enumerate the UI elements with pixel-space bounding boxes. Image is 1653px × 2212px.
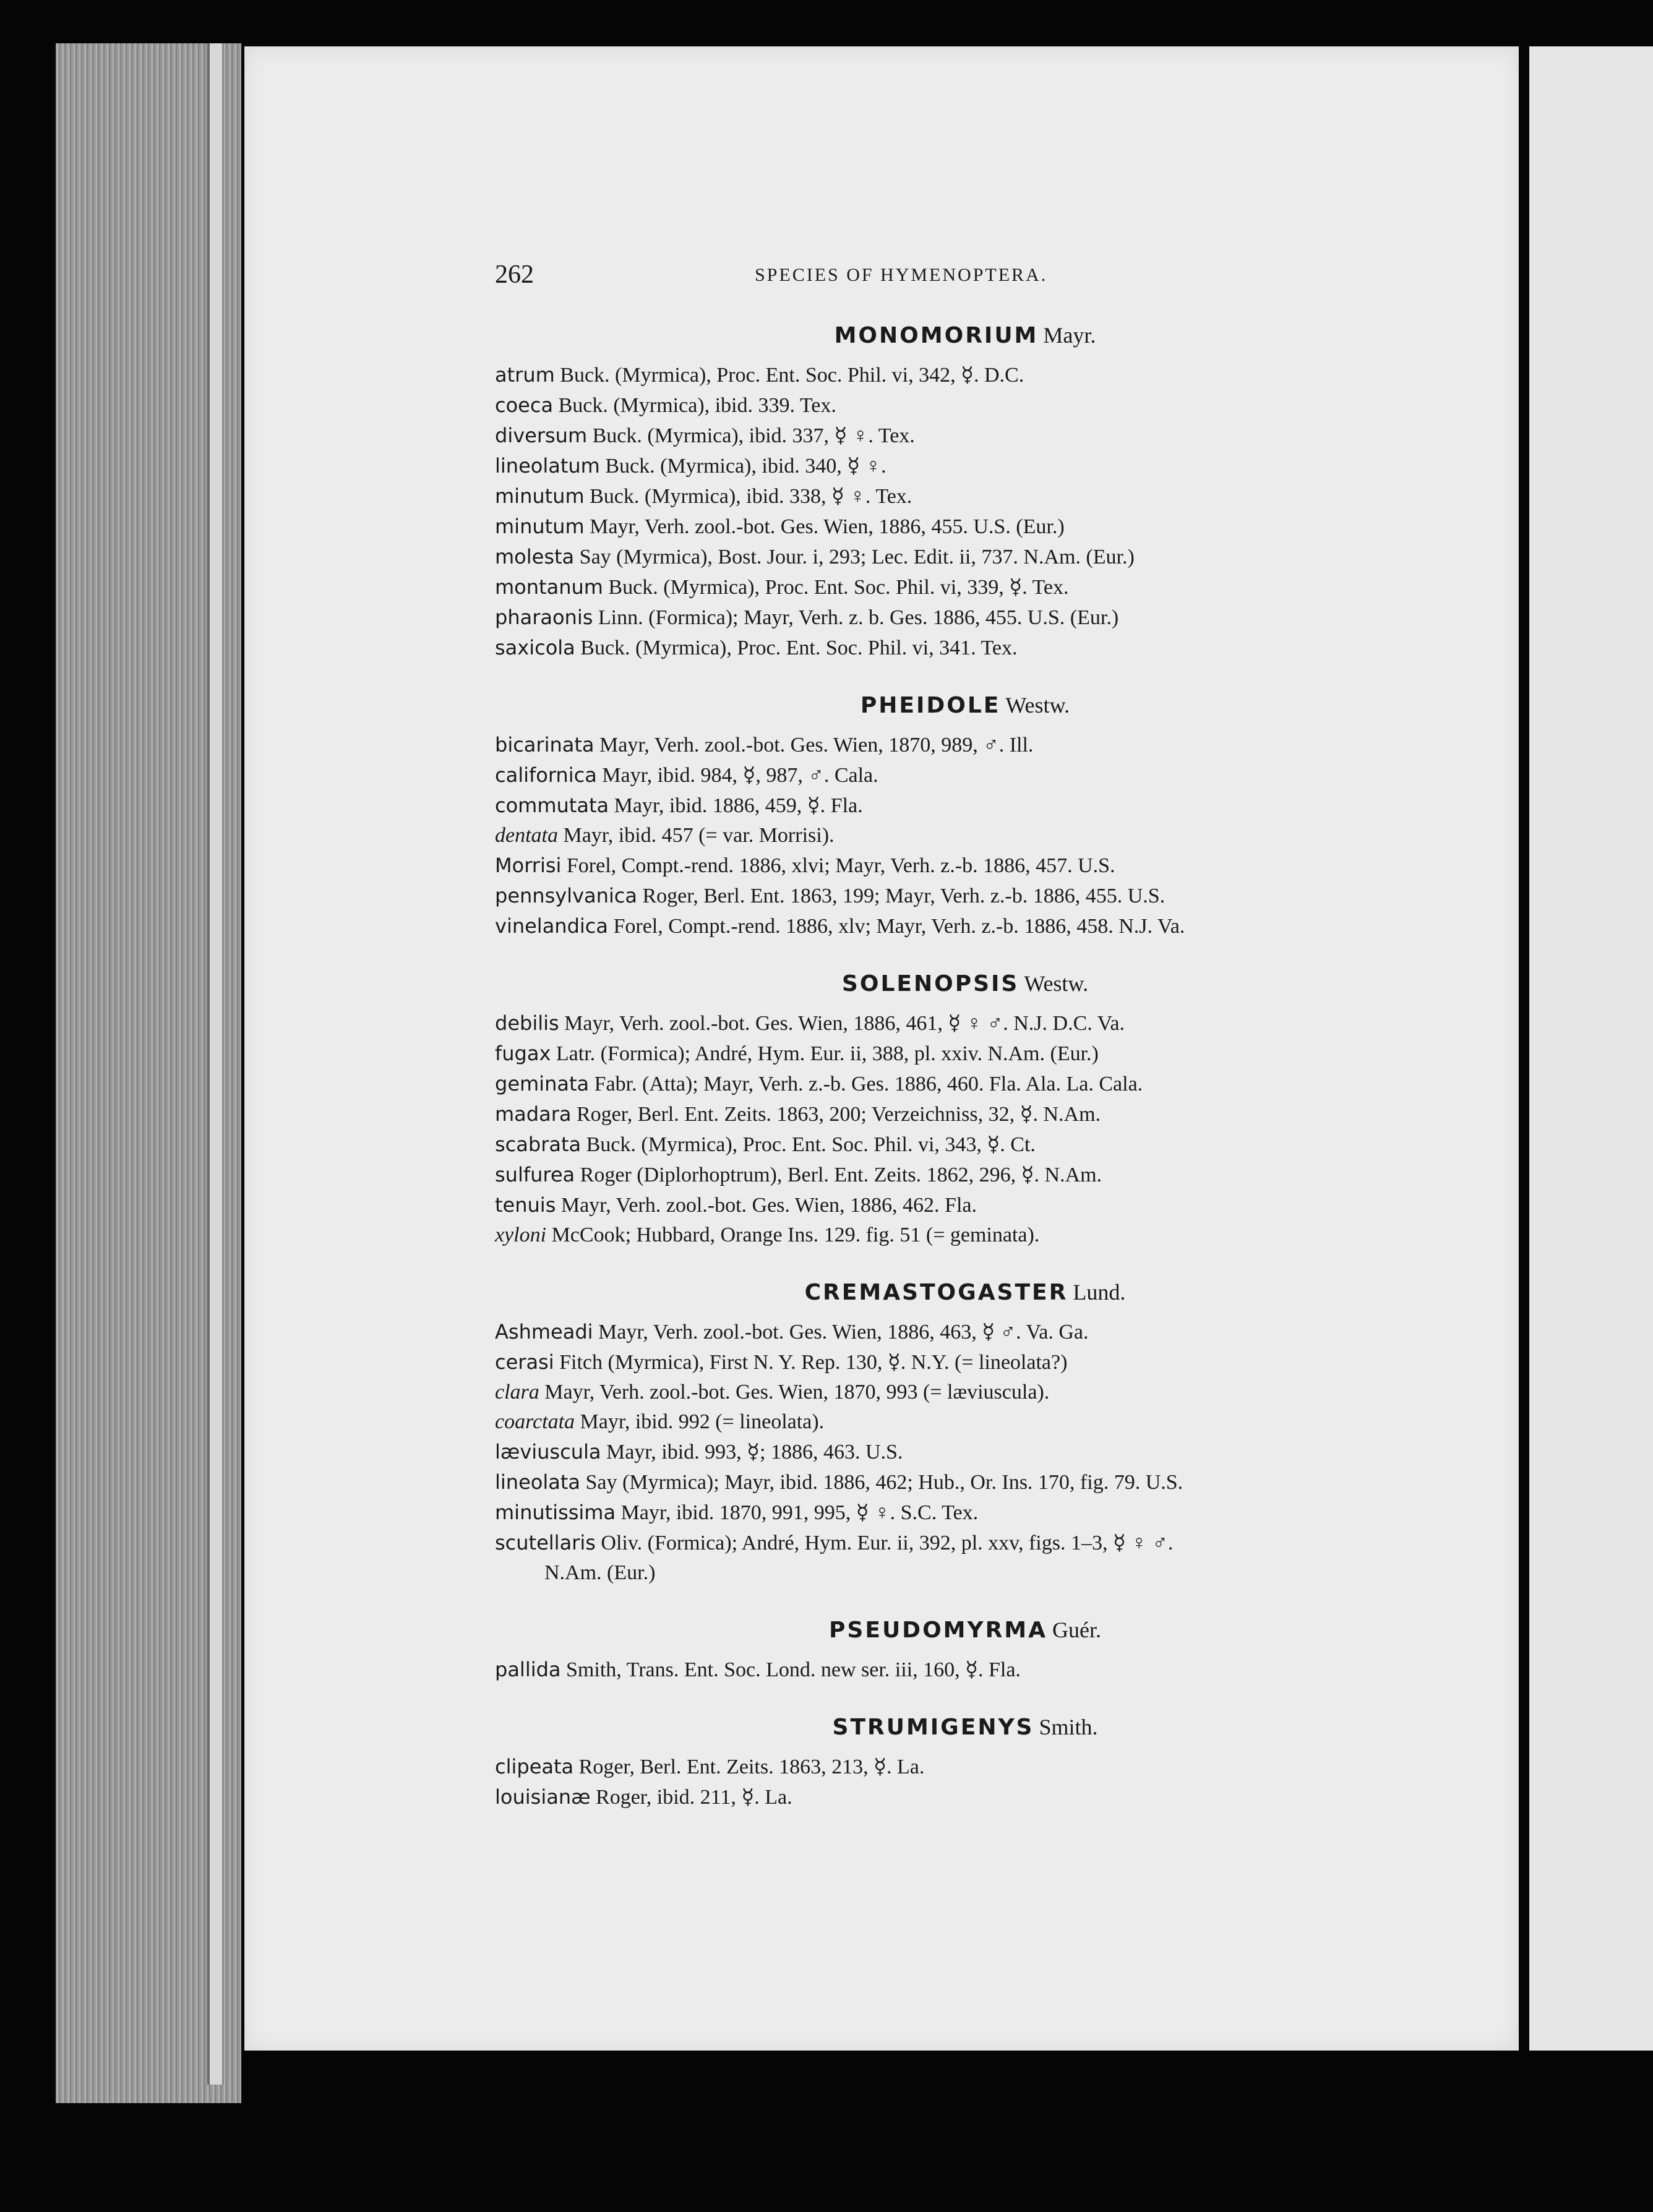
- species-name: læviuscula: [495, 1440, 601, 1464]
- species-citation: Say (Myrmica); Mayr, ibid. 1886, 462; Hub., Or. Ins. 170, fig. 79. U.S.: [580, 1471, 1183, 1494]
- species-name: debilis: [495, 1011, 559, 1035]
- species-name: lineolatum: [495, 454, 600, 478]
- species-citation: Say (Myrmica), Bost. Jour. i, 293; Lec. Edit. ii, 737. N.Am. (Eur.): [574, 546, 1135, 568]
- species-name: commutata: [495, 794, 609, 817]
- species-entry: [495, 542, 1435, 572]
- genera-list: [495, 322, 1435, 1812]
- species-entry: [495, 791, 1435, 821]
- species-citation: Fabr. (Atta); Mayr, Verh. z.-b. Ges. 1886, 460. Fla. Ala. La. Cala.: [589, 1073, 1143, 1095]
- page-content: [495, 260, 1435, 1812]
- species-entry: [495, 633, 1435, 663]
- species-entry: [495, 1099, 1435, 1130]
- species-entry: [495, 1160, 1435, 1190]
- species-entry: [495, 1130, 1435, 1160]
- species-entry: [495, 1752, 1435, 1782]
- species-entry: [495, 881, 1435, 911]
- species-citation: Mayr, Verh. zool.-bot. Ges. Wien, 1886, 462. Fla.: [556, 1194, 977, 1217]
- species-citation: Fitch (Myrmica), First N. Y. Rep. 130, ☿. N.Y. (= lineolata?): [554, 1351, 1068, 1374]
- species-citation: Mayr, ibid. 992 (= lineolata).: [575, 1410, 825, 1433]
- page-number: 262: [495, 260, 534, 289]
- genus-name: PSEUDOMYRMA: [829, 1618, 1047, 1643]
- species-name: montanum: [495, 575, 603, 599]
- species-name: Morrisi: [495, 854, 562, 877]
- species-name: geminata: [495, 1072, 590, 1095]
- genus-author: Westw.: [1024, 971, 1089, 996]
- species-entry: [495, 451, 1435, 481]
- species-entry: [495, 512, 1435, 542]
- species-citation: Roger, ibid. 211, ☿. La.: [590, 1786, 792, 1809]
- species-citation: Latr. (Formica); André, Hym. Eur. ii, 388, pl. xxiv. N.Am. (Eur.): [551, 1042, 1099, 1065]
- genus-name: SOLENOPSIS: [841, 971, 1020, 997]
- species-citation: Buck. (Myrmica), ibid. 340, ☿ ♀.: [599, 455, 887, 478]
- species-citation: Linn. (Formica); Mayr, Verh. z. b. Ges. 1886, 455. U.S. (Eur.): [593, 606, 1119, 629]
- species-citation: Mayr, ibid. 993, ☿; 1886, 463. U.S.: [601, 1441, 903, 1464]
- genus-author: Lund.: [1073, 1280, 1126, 1305]
- species-citation: Mayr, ibid. 1886, 459, ☿. Fla.: [609, 794, 863, 817]
- species-name: pallida: [495, 1658, 561, 1681]
- genus-name: PHEIDOLE: [860, 693, 1001, 718]
- species-name: sulfurea: [495, 1163, 575, 1186]
- species-entry: [495, 1407, 1435, 1437]
- species-citation: Mayr, ibid. 1870, 991, 995, ☿ ♀. S.C. Tex.: [616, 1501, 979, 1524]
- species-name: clara: [495, 1381, 539, 1404]
- genus-section: [495, 1713, 1435, 1812]
- species-entry: [495, 1220, 1435, 1250]
- genus-name: STRUMIGENYS: [832, 1715, 1034, 1740]
- species-name: molesta: [495, 545, 575, 568]
- species-name: minutum: [495, 515, 585, 538]
- genus-section: [495, 322, 1435, 663]
- species-citation: Buck. (Myrmica), Proc. Ent. Soc. Phil. vi, 341. Tex.: [575, 637, 1018, 659]
- running-title: SPECIES OF HYMENOPTERA.: [755, 265, 1048, 285]
- species-name: lineolata: [495, 1470, 580, 1494]
- species-name: coeca: [495, 393, 554, 417]
- species-entry: [495, 1317, 1435, 1347]
- genus-section: [495, 1279, 1435, 1588]
- species-citation: Buck. (Myrmica), Proc. Ent. Soc. Phil. vi, 342, ☿. D.C.: [554, 364, 1024, 387]
- species-citation: McCook; Hubbard, Orange Ins. 129. fig. 51 (= geminata).: [546, 1224, 1040, 1246]
- species-name: minutissima: [495, 1501, 616, 1524]
- genus-author: Guér.: [1052, 1618, 1101, 1642]
- species-citation: Mayr, Verh. zool.-bot. Ges. Wien, 1886, 463, ☿ ♂. Va. Ga.: [593, 1321, 1089, 1344]
- species-entry: [495, 821, 1435, 851]
- species-entry: [495, 602, 1435, 633]
- genus-author: Westw.: [1005, 693, 1070, 718]
- species-entry: [495, 1378, 1435, 1407]
- species-entry: [495, 760, 1435, 791]
- species-name: scutellaris: [495, 1531, 596, 1554]
- species-citation: Mayr, Verh. zool.-bot. Ges. Wien, 1886, 455. U.S. (Eur.): [584, 515, 1065, 538]
- genus-heading: [495, 970, 1435, 997]
- species-name: minutum: [495, 484, 585, 508]
- species-entry: [495, 730, 1435, 760]
- genus-heading: [495, 692, 1435, 719]
- species-citation: Forel, Compt.-rend. 1886, xlv; Mayr, Verh. z.-b. 1886, 458. N.J. Va.: [608, 915, 1185, 938]
- genus-section: [495, 1616, 1435, 1685]
- species-entry: [495, 572, 1435, 602]
- species-citation: Roger (Diplorhoptrum), Berl. Ent. Zeits. 1862, 296, ☿. N.Am.: [575, 1164, 1102, 1186]
- species-citation: Buck. (Myrmica), Proc. Ent. Soc. Phil. vi, 339, ☿. Tex.: [603, 576, 1069, 599]
- species-citation: Mayr, Verh. zool.-bot. Ges. Wien, 1870, 989, ♂. Ill.: [594, 734, 1034, 757]
- species-citation: Mayr, ibid. 457 (= var. Morrisi).: [557, 824, 835, 847]
- species-entry: [495, 421, 1435, 451]
- species-name: diversum: [495, 424, 588, 447]
- species-name: fugax: [495, 1042, 551, 1065]
- species-citation: Roger, Berl. Ent. Zeits. 1863, 213, ☿. La.: [573, 1755, 925, 1778]
- species-name: saxicola: [495, 636, 575, 659]
- genus-heading: [495, 1279, 1435, 1306]
- species-entry: [495, 1782, 1435, 1812]
- species-citation: Roger, Berl. Ent. Zeits. 1863, 200; Verzeichniss, 32, ☿. N.Am.: [571, 1103, 1101, 1126]
- genus-heading: [495, 322, 1435, 349]
- species-entry: [495, 1069, 1435, 1099]
- species-citation: Buck. (Myrmica), ibid. 338, ☿ ♀. Tex.: [584, 485, 912, 508]
- species-name: clipeata: [495, 1755, 574, 1778]
- species-citation: Mayr, Verh. zool.-bot. Ges. Wien, 1870, 993 (= læviuscula).: [539, 1381, 1050, 1404]
- species-name: Ashmeadi: [495, 1320, 593, 1344]
- species-entry: [495, 1039, 1435, 1069]
- species-entry: [495, 851, 1435, 881]
- species-name: madara: [495, 1102, 572, 1126]
- genus-section: [495, 692, 1435, 941]
- genus-name: CREMASTOGASTER: [804, 1280, 1068, 1305]
- genus-heading: [495, 1713, 1435, 1741]
- species-citation: Buck. (Myrmica), ibid. 337, ☿ ♀. Tex.: [587, 424, 915, 447]
- species-entry: [495, 1467, 1435, 1498]
- species-name: xyloni: [495, 1224, 547, 1246]
- species-citation-continuation: N.Am. (Eur.): [544, 1561, 656, 1584]
- species-name: californica: [495, 763, 597, 787]
- species-name: coarctata: [495, 1410, 575, 1433]
- species-entry: [495, 911, 1435, 941]
- species-name: scabrata: [495, 1133, 582, 1156]
- species-entry: [495, 1008, 1435, 1039]
- species-entry: [495, 390, 1435, 421]
- species-citation: Roger, Berl. Ent. 1863, 199; Mayr, Verh. z.-b. 1886, 455. U.S.: [637, 885, 1166, 907]
- species-name: pennsylvanica: [495, 884, 637, 907]
- book-cover-edge: [207, 43, 224, 2085]
- species-name: cerasi: [495, 1350, 554, 1374]
- species-citation: Mayr, Verh. zool.-bot. Ges. Wien, 1886, 461, ☿ ♀ ♂. N.J. D.C. Va.: [559, 1012, 1125, 1035]
- genus-heading: [495, 1616, 1435, 1644]
- species-entry: [495, 1347, 1435, 1378]
- species-entry: [495, 1528, 1435, 1558]
- species-citation: Forel, Compt.-rend. 1886, xlvi; Mayr, Verh. z.-b. 1886, 457. U.S.: [561, 854, 1115, 877]
- species-name: louisianæ: [495, 1785, 591, 1809]
- species-citation: Buck. (Myrmica), ibid. 339. Tex.: [553, 394, 836, 417]
- facing-page-edge: [1529, 46, 1653, 2051]
- species-name: dentata: [495, 824, 558, 847]
- genus-name: MONOMORIUM: [834, 323, 1039, 348]
- species-name: vinelandica: [495, 914, 608, 938]
- species-name: tenuis: [495, 1193, 556, 1217]
- species-entry: [495, 1655, 1435, 1685]
- species-entry: [495, 360, 1435, 390]
- genus-section: [495, 970, 1435, 1250]
- species-entry: [495, 1190, 1435, 1220]
- genus-author: Mayr.: [1043, 323, 1096, 348]
- species-entry: [495, 481, 1435, 512]
- genus-author: Smith.: [1039, 1715, 1098, 1739]
- species-citation: Oliv. (Formica); André, Hym. Eur. ii, 392, pl. xxv, figs. 1–3, ☿ ♀ ♂.: [595, 1532, 1174, 1554]
- species-entry: [495, 1437, 1435, 1467]
- running-head: [495, 260, 1435, 297]
- species-citation: Mayr, ibid. 984, ☿, 987, ♂. Cala.: [596, 764, 878, 787]
- species-citation: Buck. (Myrmica), Proc. Ent. Soc. Phil. vi, 343, ☿. Ct.: [581, 1133, 1036, 1156]
- species-name: bicarinata: [495, 733, 595, 757]
- species-name: pharaonis: [495, 606, 593, 629]
- species-name: atrum: [495, 363, 555, 387]
- species-citation: Smith, Trans. Ent. Soc. Lond. new ser. iii, 160, ☿. Fla.: [560, 1658, 1021, 1681]
- species-entry: [495, 1498, 1435, 1528]
